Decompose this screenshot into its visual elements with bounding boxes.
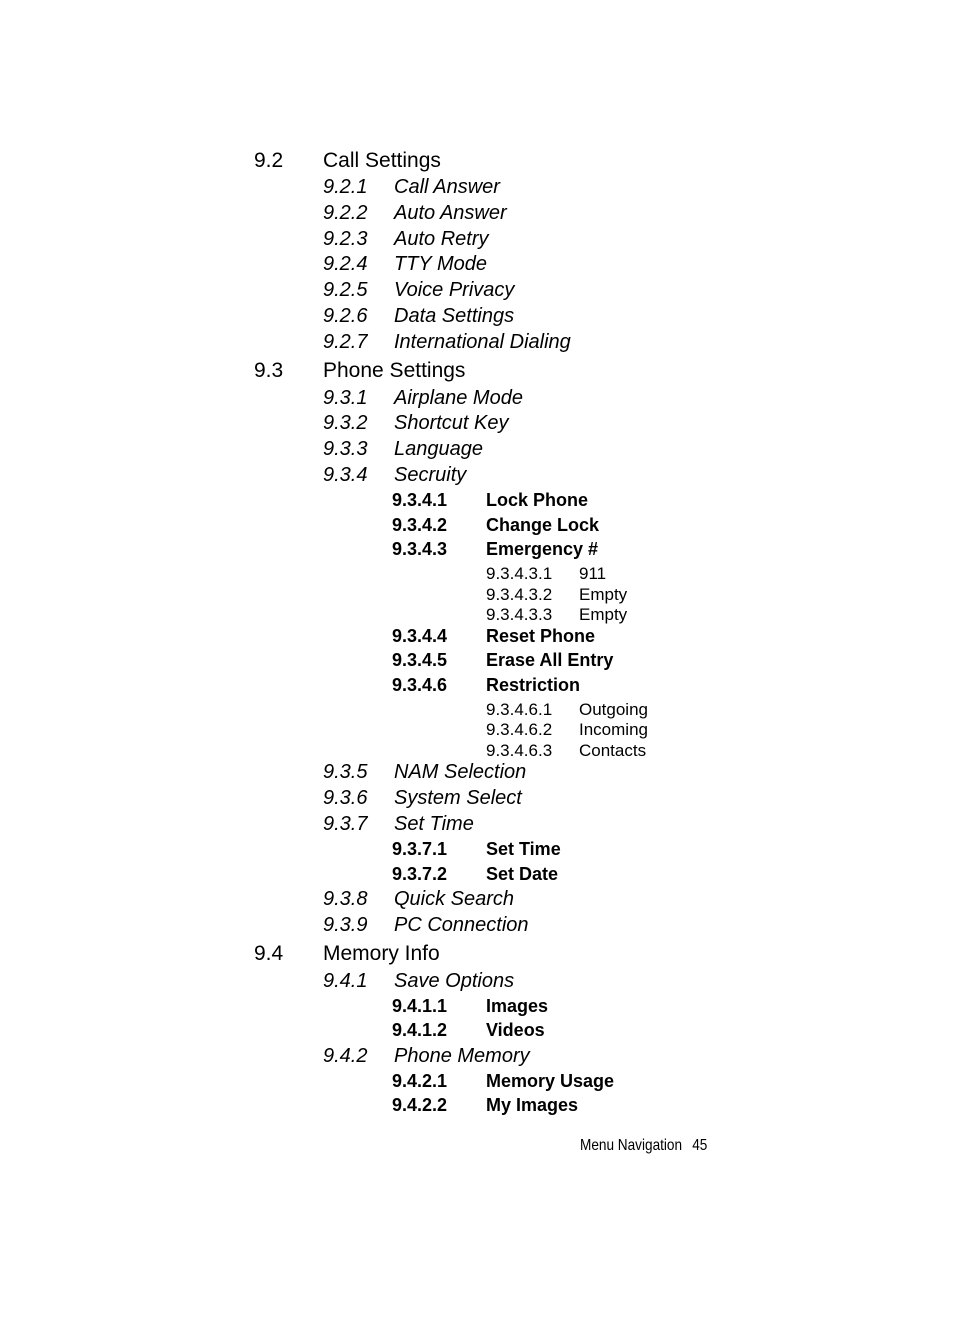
menu-item-label: Set Time <box>486 839 561 859</box>
menu-item-number: 9.3.4.1 <box>392 490 448 510</box>
menu-item-label: Memory Usage <box>486 1071 615 1091</box>
menu-item-label: 911 <box>579 564 607 583</box>
menu-item-label: Videos <box>486 1020 545 1040</box>
menu-item-number: 9.3.7 <box>323 813 368 835</box>
menu-item-number: 9.3.4.3.3 <box>486 605 553 624</box>
menu-item-number: 9.3.4.3.2 <box>486 585 553 604</box>
menu-item-label: Erase All Entry <box>486 650 614 670</box>
menu-item-number: 9.4.2 <box>323 1045 368 1067</box>
menu-item-label: Auto Answer <box>394 202 507 224</box>
menu-item-number: 9.2.7 <box>323 331 368 353</box>
menu-item-label: NAM Selection <box>394 761 527 783</box>
menu-item-label: Quick Search <box>394 888 515 910</box>
menu-item-number: 9.3.1 <box>323 387 368 409</box>
page-number: 45 <box>692 1137 708 1154</box>
menu-item-label: Incoming <box>579 720 648 739</box>
menu-item-label: International Dialing <box>394 331 571 353</box>
menu-item-label: Phone Settings <box>323 359 466 382</box>
menu-item-label: Restriction <box>486 675 581 695</box>
menu-item-number: 9.4 <box>254 942 284 965</box>
menu-item-number: 9.4.2.1 <box>392 1071 448 1091</box>
menu-item-number: 9.3.4.6.3 <box>486 741 553 760</box>
menu-item-label: Airplane Mode <box>394 387 523 409</box>
menu-item-label: Reset Phone <box>486 626 596 646</box>
menu-item-number: 9.3.4.5 <box>392 650 448 670</box>
menu-item-number: 9.3.8 <box>323 888 368 910</box>
menu-item-number: 9.2.3 <box>323 228 368 250</box>
menu-item-label: Secruity <box>394 464 467 486</box>
menu-item-number: 9.3.4.3.1 <box>486 564 553 583</box>
menu-item-number: 9.3.4 <box>323 464 368 486</box>
menu-item-label: Memory Info <box>323 942 440 965</box>
menu-item-number: 9.3.4.4 <box>392 626 448 646</box>
menu-item-number: 9.4.1 <box>323 970 368 992</box>
menu-item-label: Empty <box>579 585 628 604</box>
menu-item-number: 9.2 <box>254 149 284 172</box>
menu-item-label: Change Lock <box>486 515 600 535</box>
menu-item-number: 9.2.6 <box>323 305 368 327</box>
menu-item-label: Set Time <box>394 813 474 835</box>
menu-item-number: 9.4.1.1 <box>392 996 448 1016</box>
menu-item-number: 9.3.4.3 <box>392 539 448 559</box>
footer-section-title: Menu Navigation <box>580 1137 683 1154</box>
menu-item-label: Save Options <box>394 970 515 992</box>
menu-item-label: Empty <box>579 605 628 624</box>
menu-item-number: 9.3.9 <box>323 914 368 936</box>
menu-item-number: 9.3.3 <box>323 438 368 460</box>
menu-item-label: Phone Memory <box>394 1045 530 1067</box>
menu-item-number: 9.4.1.2 <box>392 1020 448 1040</box>
menu-item-label: Data Settings <box>394 305 515 327</box>
menu-item-number: 9.3.5 <box>323 761 368 783</box>
menu-item-label: System Select <box>394 787 522 809</box>
menu-item-label: Voice Privacy <box>394 279 515 301</box>
menu-item-number: 9.4.2.2 <box>392 1095 448 1115</box>
menu-item-number: 9.2.4 <box>323 253 368 275</box>
menu-item-label: Language <box>394 438 483 460</box>
menu-item-number: 9.2.5 <box>323 279 368 301</box>
menu-item-label: Outgoing <box>579 700 648 719</box>
menu-item-label: TTY Mode <box>394 253 487 275</box>
menu-item-number: 9.3 <box>254 359 284 382</box>
menu-item-number: 9.3.7.2 <box>392 864 448 884</box>
menu-item-number: 9.3.4.6.1 <box>486 700 553 719</box>
menu-item-label: Images <box>486 996 549 1016</box>
menu-item-label: Shortcut Key <box>394 412 509 434</box>
menu-item-number: 9.3.2 <box>323 412 368 434</box>
menu-item-number: 9.3.4.6.2 <box>486 720 553 739</box>
menu-item-number: 9.2.1 <box>323 176 368 198</box>
menu-item-label: Emergency # <box>486 539 599 559</box>
menu-item-number: 9.2.2 <box>323 202 368 224</box>
menu-item-label: Set Date <box>486 864 559 884</box>
menu-item-number: 9.3.7.1 <box>392 839 448 859</box>
menu-item-label: My Images <box>486 1095 579 1115</box>
menu-item-label: PC Connection <box>394 914 529 936</box>
menu-item-label: Lock Phone <box>486 490 589 510</box>
menu-item-label: Call Answer <box>394 176 500 198</box>
menu-item-label: Call Settings <box>323 149 441 172</box>
menu-item-number: 9.3.4.6 <box>392 675 448 695</box>
menu-item-number: 9.3.6 <box>323 787 368 809</box>
menu-item-number: 9.3.4.2 <box>392 515 448 535</box>
menu-item-label: Auto Retry <box>394 228 489 250</box>
menu-item-label: Contacts <box>579 741 647 760</box>
